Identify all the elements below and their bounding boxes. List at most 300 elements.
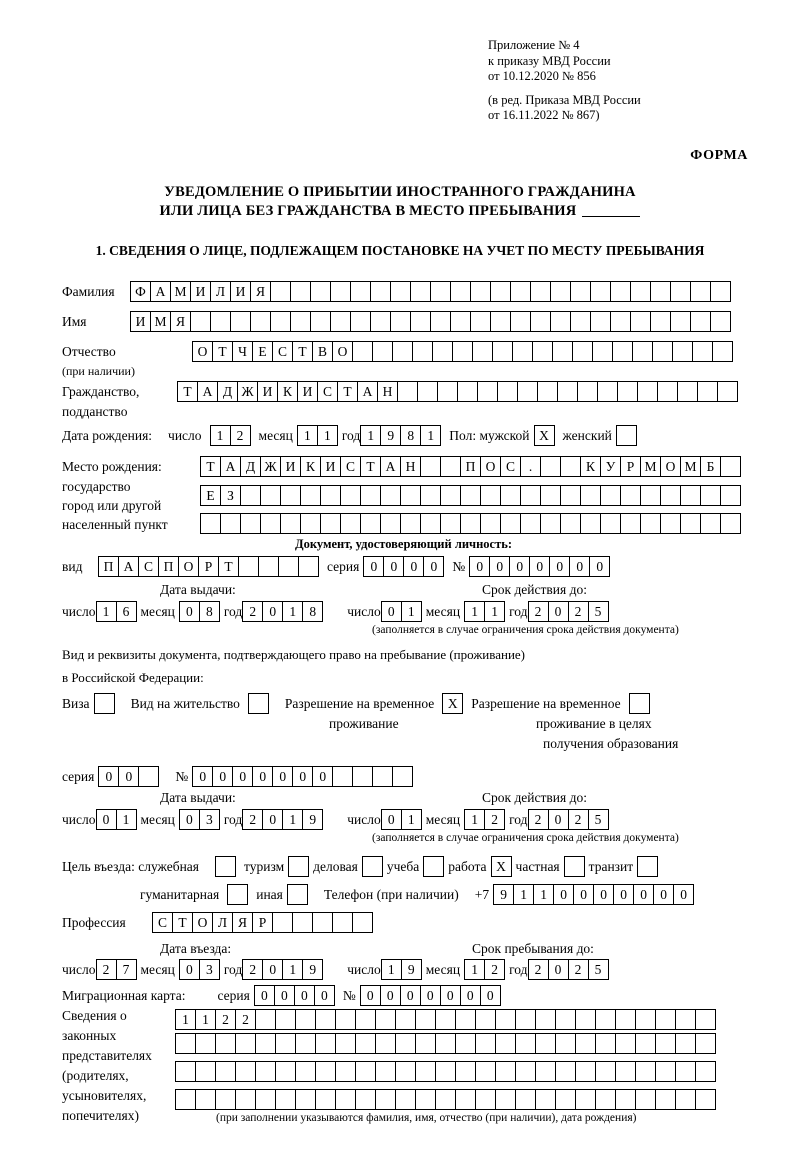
char-cell[interactable]: 1 <box>175 1009 196 1030</box>
char-cell[interactable] <box>392 766 413 787</box>
char-cell[interactable] <box>195 1089 216 1110</box>
char-cell[interactable] <box>340 485 361 506</box>
char-cell[interactable] <box>370 311 391 332</box>
char-cell[interactable] <box>700 485 721 506</box>
char-cell[interactable] <box>360 485 381 506</box>
char-cell[interactable] <box>655 1009 676 1030</box>
char-cell[interactable] <box>250 311 271 332</box>
char-cell[interactable] <box>435 1089 456 1110</box>
char-cell[interactable]: 2 <box>230 425 251 446</box>
char-cell[interactable]: 0 <box>460 985 481 1006</box>
char-cell[interactable] <box>560 456 581 477</box>
char-cell[interactable] <box>510 311 531 332</box>
char-cell[interactable]: М <box>680 456 701 477</box>
char-cell[interactable] <box>400 485 421 506</box>
char-cell[interactable]: А <box>150 281 171 302</box>
char-cell[interactable] <box>238 556 259 577</box>
char-cell[interactable] <box>695 1009 716 1030</box>
char-cell[interactable] <box>195 1061 216 1082</box>
char-cell[interactable]: . <box>520 456 541 477</box>
char-cell[interactable]: И <box>280 456 301 477</box>
char-cell[interactable] <box>615 1089 636 1110</box>
char-cell[interactable]: И <box>320 456 341 477</box>
char-cell[interactable] <box>437 381 458 402</box>
char-cell[interactable]: 1 <box>513 884 534 905</box>
input-entry-year[interactable] <box>242 959 323 980</box>
char-cell[interactable] <box>210 311 231 332</box>
char-cell[interactable]: 1 <box>420 425 441 446</box>
char-cell[interactable]: 0 <box>96 809 117 830</box>
char-cell[interactable] <box>512 341 533 362</box>
char-cell[interactable]: 1 <box>116 809 137 830</box>
char-cell[interactable] <box>420 485 441 506</box>
char-cell[interactable] <box>550 281 571 302</box>
char-cell[interactable] <box>560 485 581 506</box>
char-cell[interactable] <box>315 1033 336 1054</box>
char-cell[interactable] <box>335 1061 356 1082</box>
char-cell[interactable] <box>390 281 411 302</box>
checkbox-purpose-humanitarian[interactable] <box>227 884 248 905</box>
char-cell[interactable] <box>550 311 571 332</box>
char-cell[interactable] <box>575 1061 596 1082</box>
char-cell[interactable]: П <box>460 456 481 477</box>
char-cell[interactable]: А <box>118 556 139 577</box>
char-cell[interactable]: Р <box>198 556 219 577</box>
checkbox-purpose-work[interactable]: X <box>491 856 512 877</box>
char-cell[interactable]: 0 <box>509 556 530 577</box>
char-cell[interactable] <box>695 1033 716 1054</box>
char-cell[interactable]: 2 <box>235 1009 256 1030</box>
char-cell[interactable] <box>415 1061 436 1082</box>
char-cell[interactable] <box>315 1089 336 1110</box>
char-cell[interactable]: П <box>98 556 119 577</box>
input-legal-rep-3[interactable] <box>175 1061 716 1082</box>
char-cell[interactable]: Л <box>210 281 231 302</box>
input-birth-place-city[interactable] <box>200 485 741 506</box>
char-cell[interactable] <box>570 281 591 302</box>
char-cell[interactable]: 1 <box>464 959 485 980</box>
char-cell[interactable] <box>537 381 558 402</box>
char-cell[interactable] <box>278 556 299 577</box>
char-cell[interactable]: 0 <box>548 601 569 622</box>
char-cell[interactable] <box>370 281 391 302</box>
char-cell[interactable] <box>240 485 261 506</box>
char-cell[interactable] <box>470 281 491 302</box>
char-cell[interactable]: И <box>257 381 278 402</box>
char-cell[interactable] <box>492 341 513 362</box>
char-cell[interactable]: 3 <box>199 809 220 830</box>
char-cell[interactable] <box>215 1061 236 1082</box>
char-cell[interactable]: 0 <box>653 884 674 905</box>
char-cell[interactable]: 2 <box>568 601 589 622</box>
char-cell[interactable] <box>540 456 561 477</box>
char-cell[interactable]: 0 <box>179 601 200 622</box>
char-cell[interactable] <box>680 485 701 506</box>
char-cell[interactable] <box>440 485 461 506</box>
char-cell[interactable] <box>260 513 281 534</box>
input-entry-day[interactable] <box>96 959 137 980</box>
char-cell[interactable]: 0 <box>549 556 570 577</box>
checkbox-purpose-tourism[interactable] <box>288 856 309 877</box>
char-cell[interactable]: 9 <box>401 959 422 980</box>
char-cell[interactable] <box>330 311 351 332</box>
char-cell[interactable] <box>395 1009 416 1030</box>
char-cell[interactable]: К <box>580 456 601 477</box>
char-cell[interactable] <box>375 1033 396 1054</box>
char-cell[interactable]: 0 <box>294 985 315 1006</box>
input-migration-series[interactable] <box>254 985 335 1006</box>
char-cell[interactable]: Т <box>200 456 221 477</box>
input-doc-kind[interactable] <box>98 556 319 577</box>
char-cell[interactable]: К <box>277 381 298 402</box>
char-cell[interactable] <box>258 556 279 577</box>
char-cell[interactable]: 7 <box>116 959 137 980</box>
input-permit-number[interactable] <box>192 766 413 787</box>
char-cell[interactable] <box>215 1089 236 1110</box>
char-cell[interactable]: Е <box>200 485 221 506</box>
char-cell[interactable] <box>577 381 598 402</box>
char-cell[interactable] <box>670 311 691 332</box>
char-cell[interactable] <box>455 1061 476 1082</box>
char-cell[interactable] <box>670 281 691 302</box>
char-cell[interactable]: 2 <box>215 1009 236 1030</box>
char-cell[interactable]: 0 <box>118 766 139 787</box>
char-cell[interactable]: 0 <box>192 766 213 787</box>
char-cell[interactable] <box>555 1033 576 1054</box>
input-permit-series[interactable] <box>98 766 159 787</box>
char-cell[interactable]: И <box>230 281 251 302</box>
char-cell[interactable]: 2 <box>96 959 117 980</box>
char-cell[interactable] <box>255 1089 276 1110</box>
input-doc-number[interactable] <box>469 556 610 577</box>
char-cell[interactable] <box>475 1033 496 1054</box>
char-cell[interactable] <box>275 1061 296 1082</box>
char-cell[interactable]: 0 <box>312 766 333 787</box>
char-cell[interactable] <box>380 485 401 506</box>
char-cell[interactable] <box>315 1009 336 1030</box>
char-cell[interactable] <box>380 513 401 534</box>
char-cell[interactable] <box>355 1089 376 1110</box>
char-cell[interactable]: 1 <box>317 425 338 446</box>
char-cell[interactable] <box>480 485 501 506</box>
input-issue-year[interactable] <box>242 601 323 622</box>
char-cell[interactable] <box>450 281 471 302</box>
char-cell[interactable] <box>255 1033 276 1054</box>
char-cell[interactable] <box>440 513 461 534</box>
char-cell[interactable] <box>530 311 551 332</box>
char-cell[interactable] <box>190 311 211 332</box>
char-cell[interactable] <box>390 311 411 332</box>
char-cell[interactable] <box>620 485 641 506</box>
char-cell[interactable] <box>590 311 611 332</box>
char-cell[interactable]: Р <box>252 912 273 933</box>
char-cell[interactable]: 9 <box>380 425 401 446</box>
char-cell[interactable] <box>240 513 261 534</box>
char-cell[interactable] <box>520 513 541 534</box>
char-cell[interactable] <box>415 1009 436 1030</box>
char-cell[interactable]: А <box>357 381 378 402</box>
char-cell[interactable] <box>350 281 371 302</box>
input-permit-issue-year[interactable] <box>242 809 323 830</box>
char-cell[interactable] <box>480 513 501 534</box>
char-cell[interactable] <box>292 912 313 933</box>
char-cell[interactable]: 0 <box>613 884 634 905</box>
char-cell[interactable]: 0 <box>232 766 253 787</box>
char-cell[interactable] <box>675 1061 696 1082</box>
char-cell[interactable]: И <box>190 281 211 302</box>
char-cell[interactable] <box>675 1009 696 1030</box>
char-cell[interactable] <box>477 381 498 402</box>
char-cell[interactable]: 0 <box>252 766 273 787</box>
char-cell[interactable]: 2 <box>484 959 505 980</box>
char-cell[interactable]: 0 <box>380 985 401 1006</box>
char-cell[interactable]: 2 <box>242 959 263 980</box>
char-cell[interactable] <box>640 485 661 506</box>
char-cell[interactable] <box>138 766 159 787</box>
char-cell[interactable] <box>495 1009 516 1030</box>
char-cell[interactable]: 0 <box>589 556 610 577</box>
char-cell[interactable]: О <box>178 556 199 577</box>
char-cell[interactable]: 1 <box>195 1009 216 1030</box>
char-cell[interactable] <box>290 311 311 332</box>
char-cell[interactable]: 1 <box>401 601 422 622</box>
char-cell[interactable] <box>452 341 473 362</box>
input-permit-valid-day[interactable] <box>381 809 422 830</box>
char-cell[interactable] <box>230 311 251 332</box>
char-cell[interactable]: Т <box>360 456 381 477</box>
char-cell[interactable] <box>435 1033 456 1054</box>
char-cell[interactable]: 1 <box>210 425 231 446</box>
char-cell[interactable] <box>270 311 291 332</box>
char-cell[interactable]: 0 <box>569 556 590 577</box>
char-cell[interactable]: 2 <box>528 959 549 980</box>
char-cell[interactable]: 0 <box>179 809 200 830</box>
input-name[interactable] <box>130 311 731 332</box>
char-cell[interactable]: Т <box>172 912 193 933</box>
char-cell[interactable] <box>410 281 431 302</box>
char-cell[interactable] <box>332 766 353 787</box>
char-cell[interactable] <box>470 311 491 332</box>
char-cell[interactable] <box>680 513 701 534</box>
input-surname[interactable] <box>130 281 731 302</box>
char-cell[interactable] <box>472 341 493 362</box>
checkbox-purpose-other[interactable] <box>287 884 308 905</box>
char-cell[interactable] <box>630 311 651 332</box>
char-cell[interactable] <box>655 1061 676 1082</box>
char-cell[interactable] <box>300 485 321 506</box>
char-cell[interactable] <box>298 556 319 577</box>
input-birth-day[interactable] <box>210 425 251 446</box>
char-cell[interactable]: 1 <box>297 425 318 446</box>
char-cell[interactable] <box>515 1089 536 1110</box>
char-cell[interactable] <box>260 485 281 506</box>
char-cell[interactable]: 0 <box>254 985 275 1006</box>
char-cell[interactable] <box>635 1009 656 1030</box>
char-cell[interactable]: 1 <box>282 959 303 980</box>
char-cell[interactable]: 1 <box>533 884 554 905</box>
char-cell[interactable] <box>660 513 681 534</box>
char-cell[interactable]: 0 <box>489 556 510 577</box>
char-cell[interactable] <box>675 1089 696 1110</box>
char-cell[interactable]: В <box>312 341 333 362</box>
char-cell[interactable] <box>392 341 413 362</box>
input-legal-rep-4[interactable] <box>175 1089 716 1110</box>
char-cell[interactable] <box>575 1089 596 1110</box>
char-cell[interactable] <box>600 485 621 506</box>
char-cell[interactable] <box>710 281 731 302</box>
char-cell[interactable]: 0 <box>383 556 404 577</box>
char-cell[interactable] <box>672 341 693 362</box>
char-cell[interactable] <box>610 281 631 302</box>
char-cell[interactable] <box>700 513 721 534</box>
char-cell[interactable]: З <box>220 485 241 506</box>
char-cell[interactable] <box>595 1089 616 1110</box>
char-cell[interactable]: 1 <box>401 809 422 830</box>
char-cell[interactable] <box>717 381 738 402</box>
char-cell[interactable]: 0 <box>420 985 441 1006</box>
char-cell[interactable] <box>560 513 581 534</box>
char-cell[interactable]: О <box>660 456 681 477</box>
char-cell[interactable] <box>655 1089 676 1110</box>
char-cell[interactable]: 5 <box>588 809 609 830</box>
char-cell[interactable] <box>495 1061 516 1082</box>
char-cell[interactable]: 1 <box>282 601 303 622</box>
char-cell[interactable] <box>490 311 511 332</box>
checkbox-purpose-study[interactable] <box>423 856 444 877</box>
char-cell[interactable]: 0 <box>469 556 490 577</box>
char-cell[interactable]: 3 <box>199 959 220 980</box>
char-cell[interactable] <box>515 1061 536 1082</box>
char-cell[interactable] <box>630 281 651 302</box>
checkbox-purpose-private[interactable] <box>564 856 585 877</box>
input-legal-rep-2[interactable] <box>175 1033 716 1054</box>
char-cell[interactable]: 0 <box>553 884 574 905</box>
char-cell[interactable] <box>270 281 291 302</box>
char-cell[interactable]: Ф <box>130 281 151 302</box>
char-cell[interactable]: Т <box>337 381 358 402</box>
input-permit-valid-year[interactable] <box>528 809 609 830</box>
char-cell[interactable] <box>415 1089 436 1110</box>
checkbox-sex-male[interactable]: X <box>534 425 555 446</box>
input-doc-series[interactable] <box>363 556 444 577</box>
char-cell[interactable]: О <box>480 456 501 477</box>
char-cell[interactable]: А <box>380 456 401 477</box>
input-issue-month[interactable] <box>179 601 220 622</box>
checkbox-purpose-service[interactable] <box>215 856 236 877</box>
char-cell[interactable]: 1 <box>484 601 505 622</box>
char-cell[interactable] <box>335 1033 356 1054</box>
char-cell[interactable]: С <box>317 381 338 402</box>
char-cell[interactable]: 2 <box>528 809 549 830</box>
char-cell[interactable] <box>615 1061 636 1082</box>
char-cell[interactable]: Е <box>252 341 273 362</box>
char-cell[interactable] <box>435 1061 456 1082</box>
char-cell[interactable]: 0 <box>423 556 444 577</box>
char-cell[interactable]: 1 <box>464 809 485 830</box>
input-stay-day[interactable] <box>381 959 422 980</box>
char-cell[interactable]: Л <box>212 912 233 933</box>
char-cell[interactable] <box>635 1033 656 1054</box>
char-cell[interactable] <box>520 485 541 506</box>
char-cell[interactable]: 0 <box>314 985 335 1006</box>
input-patronymic[interactable] <box>192 341 733 362</box>
char-cell[interactable] <box>235 1033 256 1054</box>
char-cell[interactable]: Ж <box>260 456 281 477</box>
char-cell[interactable] <box>320 513 341 534</box>
char-cell[interactable] <box>720 456 741 477</box>
char-cell[interactable] <box>555 1061 576 1082</box>
char-cell[interactable] <box>295 1061 316 1082</box>
char-cell[interactable]: С <box>152 912 173 933</box>
char-cell[interactable] <box>532 341 553 362</box>
input-birth-year[interactable] <box>360 425 441 446</box>
input-profession[interactable] <box>152 912 373 933</box>
char-cell[interactable]: 1 <box>282 809 303 830</box>
char-cell[interactable]: 2 <box>568 959 589 980</box>
char-cell[interactable] <box>320 485 341 506</box>
char-cell[interactable] <box>335 1089 356 1110</box>
char-cell[interactable] <box>280 485 301 506</box>
char-cell[interactable] <box>690 311 711 332</box>
char-cell[interactable] <box>697 381 718 402</box>
char-cell[interactable] <box>510 281 531 302</box>
char-cell[interactable]: Ж <box>237 381 258 402</box>
char-cell[interactable]: Т <box>292 341 313 362</box>
char-cell[interactable]: Н <box>377 381 398 402</box>
char-cell[interactable] <box>417 381 438 402</box>
char-cell[interactable]: И <box>130 311 151 332</box>
char-cell[interactable]: 0 <box>262 601 283 622</box>
char-cell[interactable] <box>372 766 393 787</box>
char-cell[interactable] <box>235 1061 256 1082</box>
char-cell[interactable]: И <box>297 381 318 402</box>
char-cell[interactable] <box>535 1089 556 1110</box>
char-cell[interactable] <box>612 341 633 362</box>
char-cell[interactable] <box>460 485 481 506</box>
char-cell[interactable] <box>535 1061 556 1082</box>
char-cell[interactable] <box>432 341 453 362</box>
char-cell[interactable] <box>692 341 713 362</box>
char-cell[interactable] <box>295 1009 316 1030</box>
char-cell[interactable] <box>597 381 618 402</box>
char-cell[interactable] <box>220 513 241 534</box>
checkbox-purpose-transit[interactable] <box>637 856 658 877</box>
char-cell[interactable] <box>430 311 451 332</box>
char-cell[interactable]: 0 <box>262 809 283 830</box>
char-cell[interactable]: 5 <box>588 959 609 980</box>
char-cell[interactable] <box>720 513 741 534</box>
char-cell[interactable] <box>420 513 441 534</box>
char-cell[interactable]: К <box>300 456 321 477</box>
char-cell[interactable] <box>575 1033 596 1054</box>
char-cell[interactable] <box>195 1033 216 1054</box>
char-cell[interactable]: 8 <box>199 601 220 622</box>
char-cell[interactable] <box>375 1009 396 1030</box>
char-cell[interactable] <box>595 1009 616 1030</box>
input-citizenship[interactable] <box>177 381 738 402</box>
char-cell[interactable] <box>397 381 418 402</box>
char-cell[interactable] <box>355 1061 376 1082</box>
char-cell[interactable] <box>497 381 518 402</box>
char-cell[interactable]: 0 <box>381 601 402 622</box>
char-cell[interactable]: 0 <box>480 985 501 1006</box>
char-cell[interactable]: 0 <box>403 556 424 577</box>
char-cell[interactable]: 0 <box>360 985 381 1006</box>
char-cell[interactable]: 5 <box>588 601 609 622</box>
char-cell[interactable] <box>540 485 561 506</box>
char-cell[interactable] <box>352 766 373 787</box>
char-cell[interactable] <box>335 1009 356 1030</box>
